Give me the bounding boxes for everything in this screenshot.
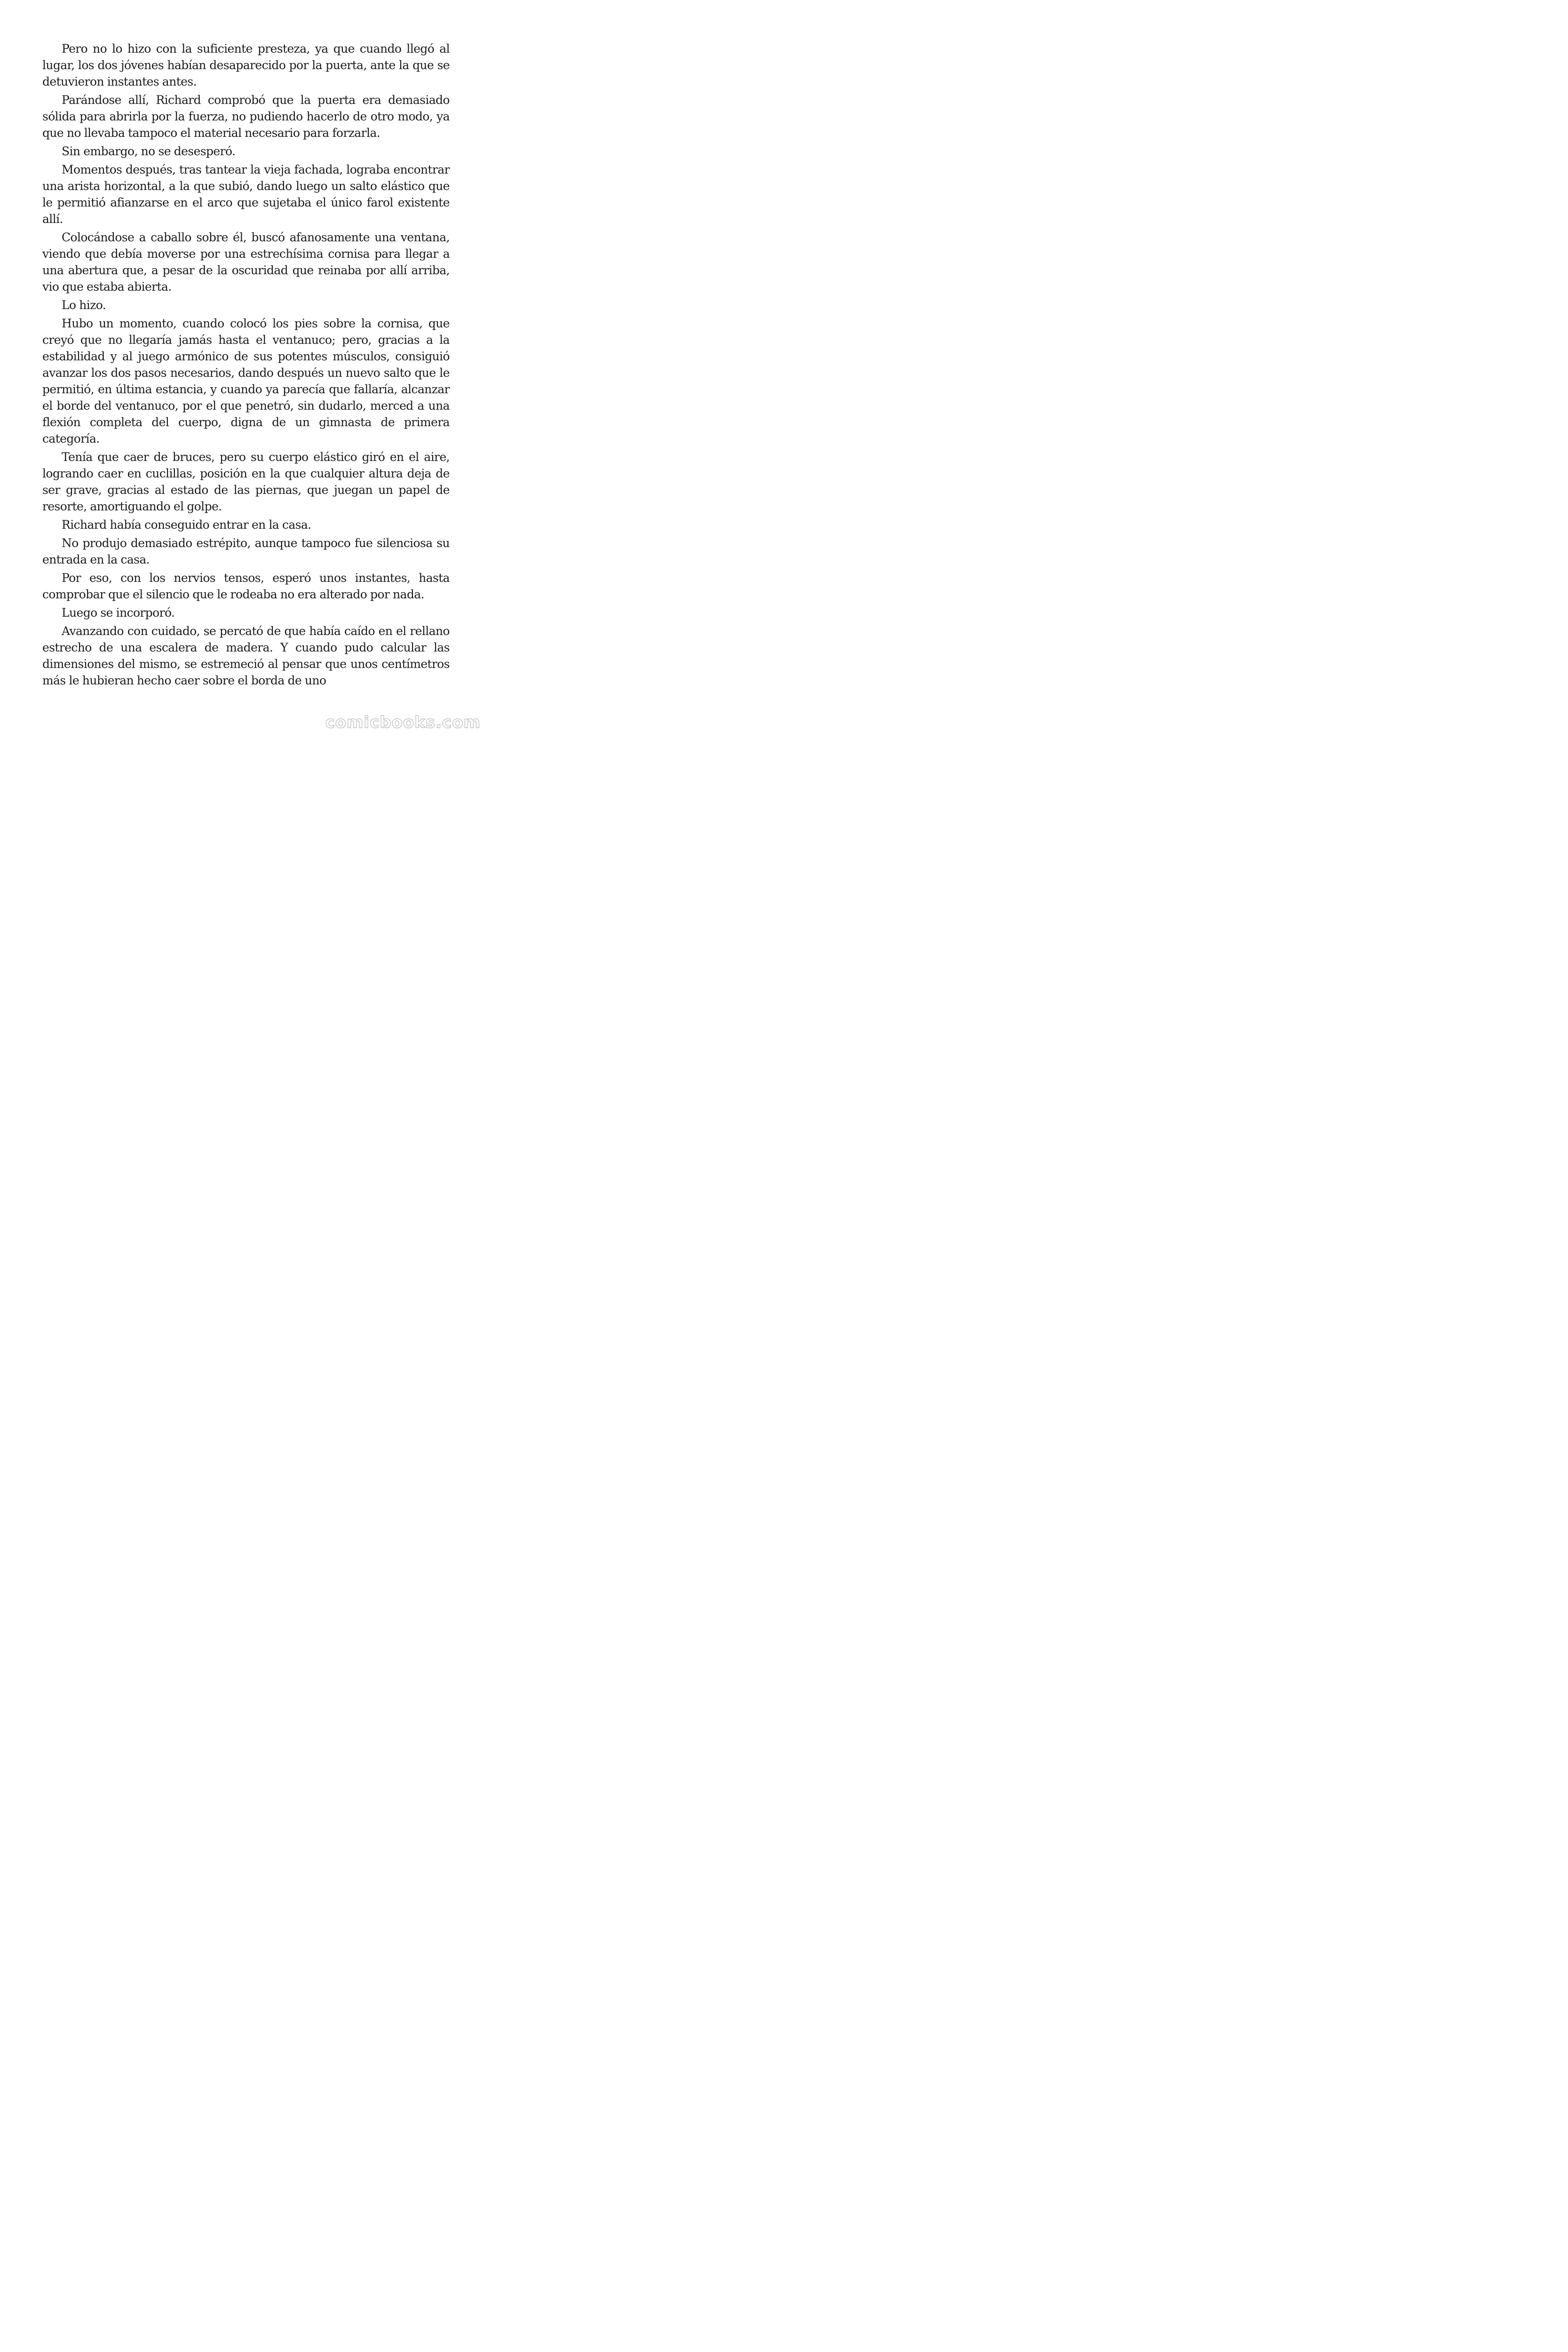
paragraph: Por eso, con los nervios tensos, esperó unos instantes, hasta comprobar que el silencio que le rodeaba no era alterado por nada. xyxy=(42,571,450,601)
paragraph: Hubo un momento, cuando colocó los pies sobre la cornisa, que creyó que no llegaría jamás hasta el ventanuco; pero, gracias a la estabilidad y al juego armónico de sus potentes músculos, consiguió avanzar los dos pasos necesarios, dando después un nuevo salto que le permitió, en última estancia, y cuando ya parecía que fallaría, alcanzar el borde del ventanuco, por el que penetró, sin dudarlo, merced a una flexión completa del cuerpo, digna de un gimnasta de primera categoría. xyxy=(42,317,450,445)
body-text xyxy=(42,40,450,691)
paragraph: Parándose allí, Richard comprobó que la puerta era demasiado sólida para abrirla por la fuerza, no pudiendo hacerlo de otro modo, ya que no llevaba tampoco el material necesario para forzarla. xyxy=(42,93,450,140)
watermark-logo: comicbooks.com xyxy=(325,713,481,732)
paragraph: Colocándose a caballo sobre él, buscó afanosamente una ventana, viendo que debía moverse por una estrechísima cornisa para llegar a una abertura que, a pesar de la oscuridad que reinaba por allí arriba, vio que estaba abierta. xyxy=(42,230,450,294)
paragraph: Avanzando con cuidado, se percató de que había caído en el rellano estrecho de una escalera de madera. Y cuando pudo calcular las dimensiones del mismo, se estremeció al pensar que unos centímetros más le hubieran hecho caer sobre el borda de uno xyxy=(42,624,450,687)
book-page xyxy=(0,0,494,741)
paragraph: Sin embargo, no se desesperó. xyxy=(62,144,236,158)
paragraph: Luego se incorporó. xyxy=(62,606,175,620)
paragraph: Lo hizo. xyxy=(62,298,106,312)
paragraph: No produjo demasiado estrépito, aunque tampoco fue silenciosa su entrada en la casa. xyxy=(42,536,450,566)
paragraph: Pero no lo hizo con la suficiente presteza, ya que cuando llegó al lugar, los dos jóvenes habían desaparecido por la puerta, ante la que se detuvieron instantes antes. xyxy=(42,42,450,88)
paragraph: Momentos después, tras tantear la vieja fachada, lograba encontrar una arista horizontal, a la que subió, dando luego un salto elástico que le permitió afianzarse en el arco que sujetaba el único farol existente allí. xyxy=(42,163,450,226)
paragraph: Richard había conseguido entrar en la casa. xyxy=(62,518,311,532)
paragraph: Tenía que caer de bruces, pero su cuerpo elástico giró en el aire, logrando caer en cuclillas, posición en la que cualquier altura deja de ser grave, gracias al estado de las piernas, que juegan un papel de resorte, amortiguando el golpe. xyxy=(42,450,450,513)
